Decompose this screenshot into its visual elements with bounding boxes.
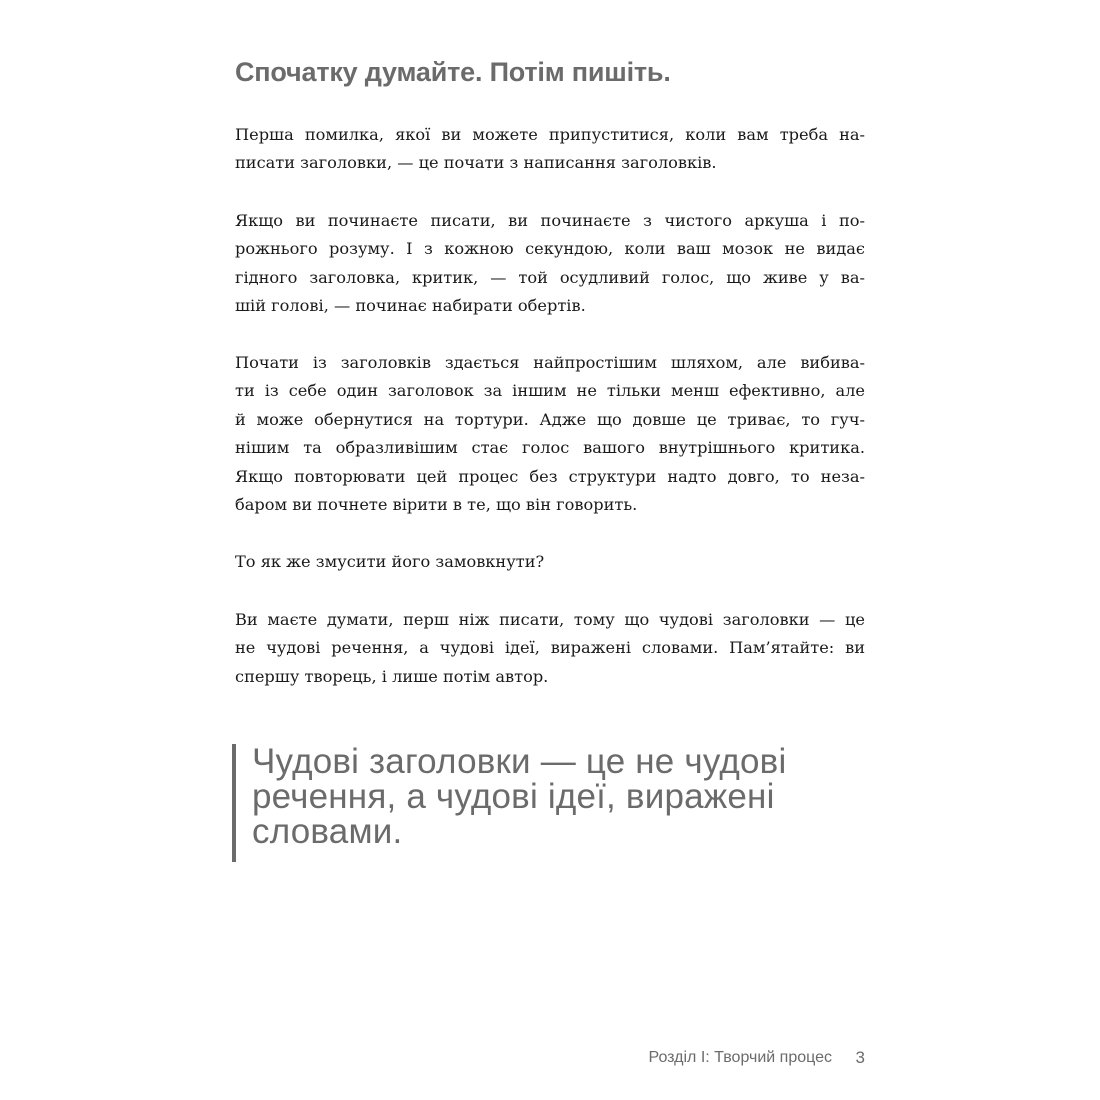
page-number: 3 [855,1048,865,1067]
paragraph-line: шій голові, — починає набирати обертів. [235,296,586,316]
paragraph-line: Перша помилка, якої ви можете припуститися, коли вам треба на- [235,125,865,144]
paragraph [235,121,865,178]
paragraph-line: ти із себе один заголовок за іншим не тільки менш ефективно, але [235,381,865,401]
paragraph-line: То як же змусити його замовкнути? [235,552,545,571]
pull-quote-text [252,744,872,849]
page-footer [600,1046,865,1070]
paragraph [235,606,865,691]
paragraph-line: нішим та образливішим стає голос вашого внутрішнього критика. [235,438,865,458]
paragraph-line: баром ви почнете вірити в те, що він говорить. [235,494,638,514]
pull-quote-line: Чудові заголовки — це не чудові [252,742,787,781]
paragraph-line: писати заголовки, — це почати з написання заголовків. [235,153,717,173]
paragraph-line: гідного заголовка, критик, — той осудливий голос, що живе у ва- [235,267,865,287]
paragraph [235,548,865,576]
paragraph-line: спершу творець, і лише потім автор. [235,666,549,686]
paragraph [235,207,865,321]
paragraph-line: Ви маєте думати, перш ніж писати, тому що чудові заголовки — це [235,610,865,629]
paragraph-line: Якщо повторювати цей процес без структури надто довго, то неза- [235,466,865,486]
paragraph-line: рожнього розуму. І з кожною секундою, коли ваш мозок не видає [235,239,865,259]
pull-quote-line: речення, а чудові ідеї, виражені [252,777,775,816]
paragraph [235,349,865,519]
paragraph-line: й може обернутися на тортури. Адже що довше це триває, то гуч- [235,409,865,429]
section-heading: Спочатку думайте. Потім пишіть. [235,57,671,87]
pull-quote-line: словами. [252,812,403,851]
paragraph-line: не чудові речення, а чудові ідеї, виражені словами. Пам’ятайте: ви [235,638,865,658]
quote-bar [232,744,236,862]
paragraph-line: Якщо ви починаєте писати, ви починаєте з чистого аркуша і по- [235,211,865,230]
chapter-title: Розділ I: Творчий процес [648,1049,832,1066]
paragraph-line: Почати із заголовків здається найпростішим шляхом, але вибива- [235,353,865,372]
pull-quote [232,744,872,862]
